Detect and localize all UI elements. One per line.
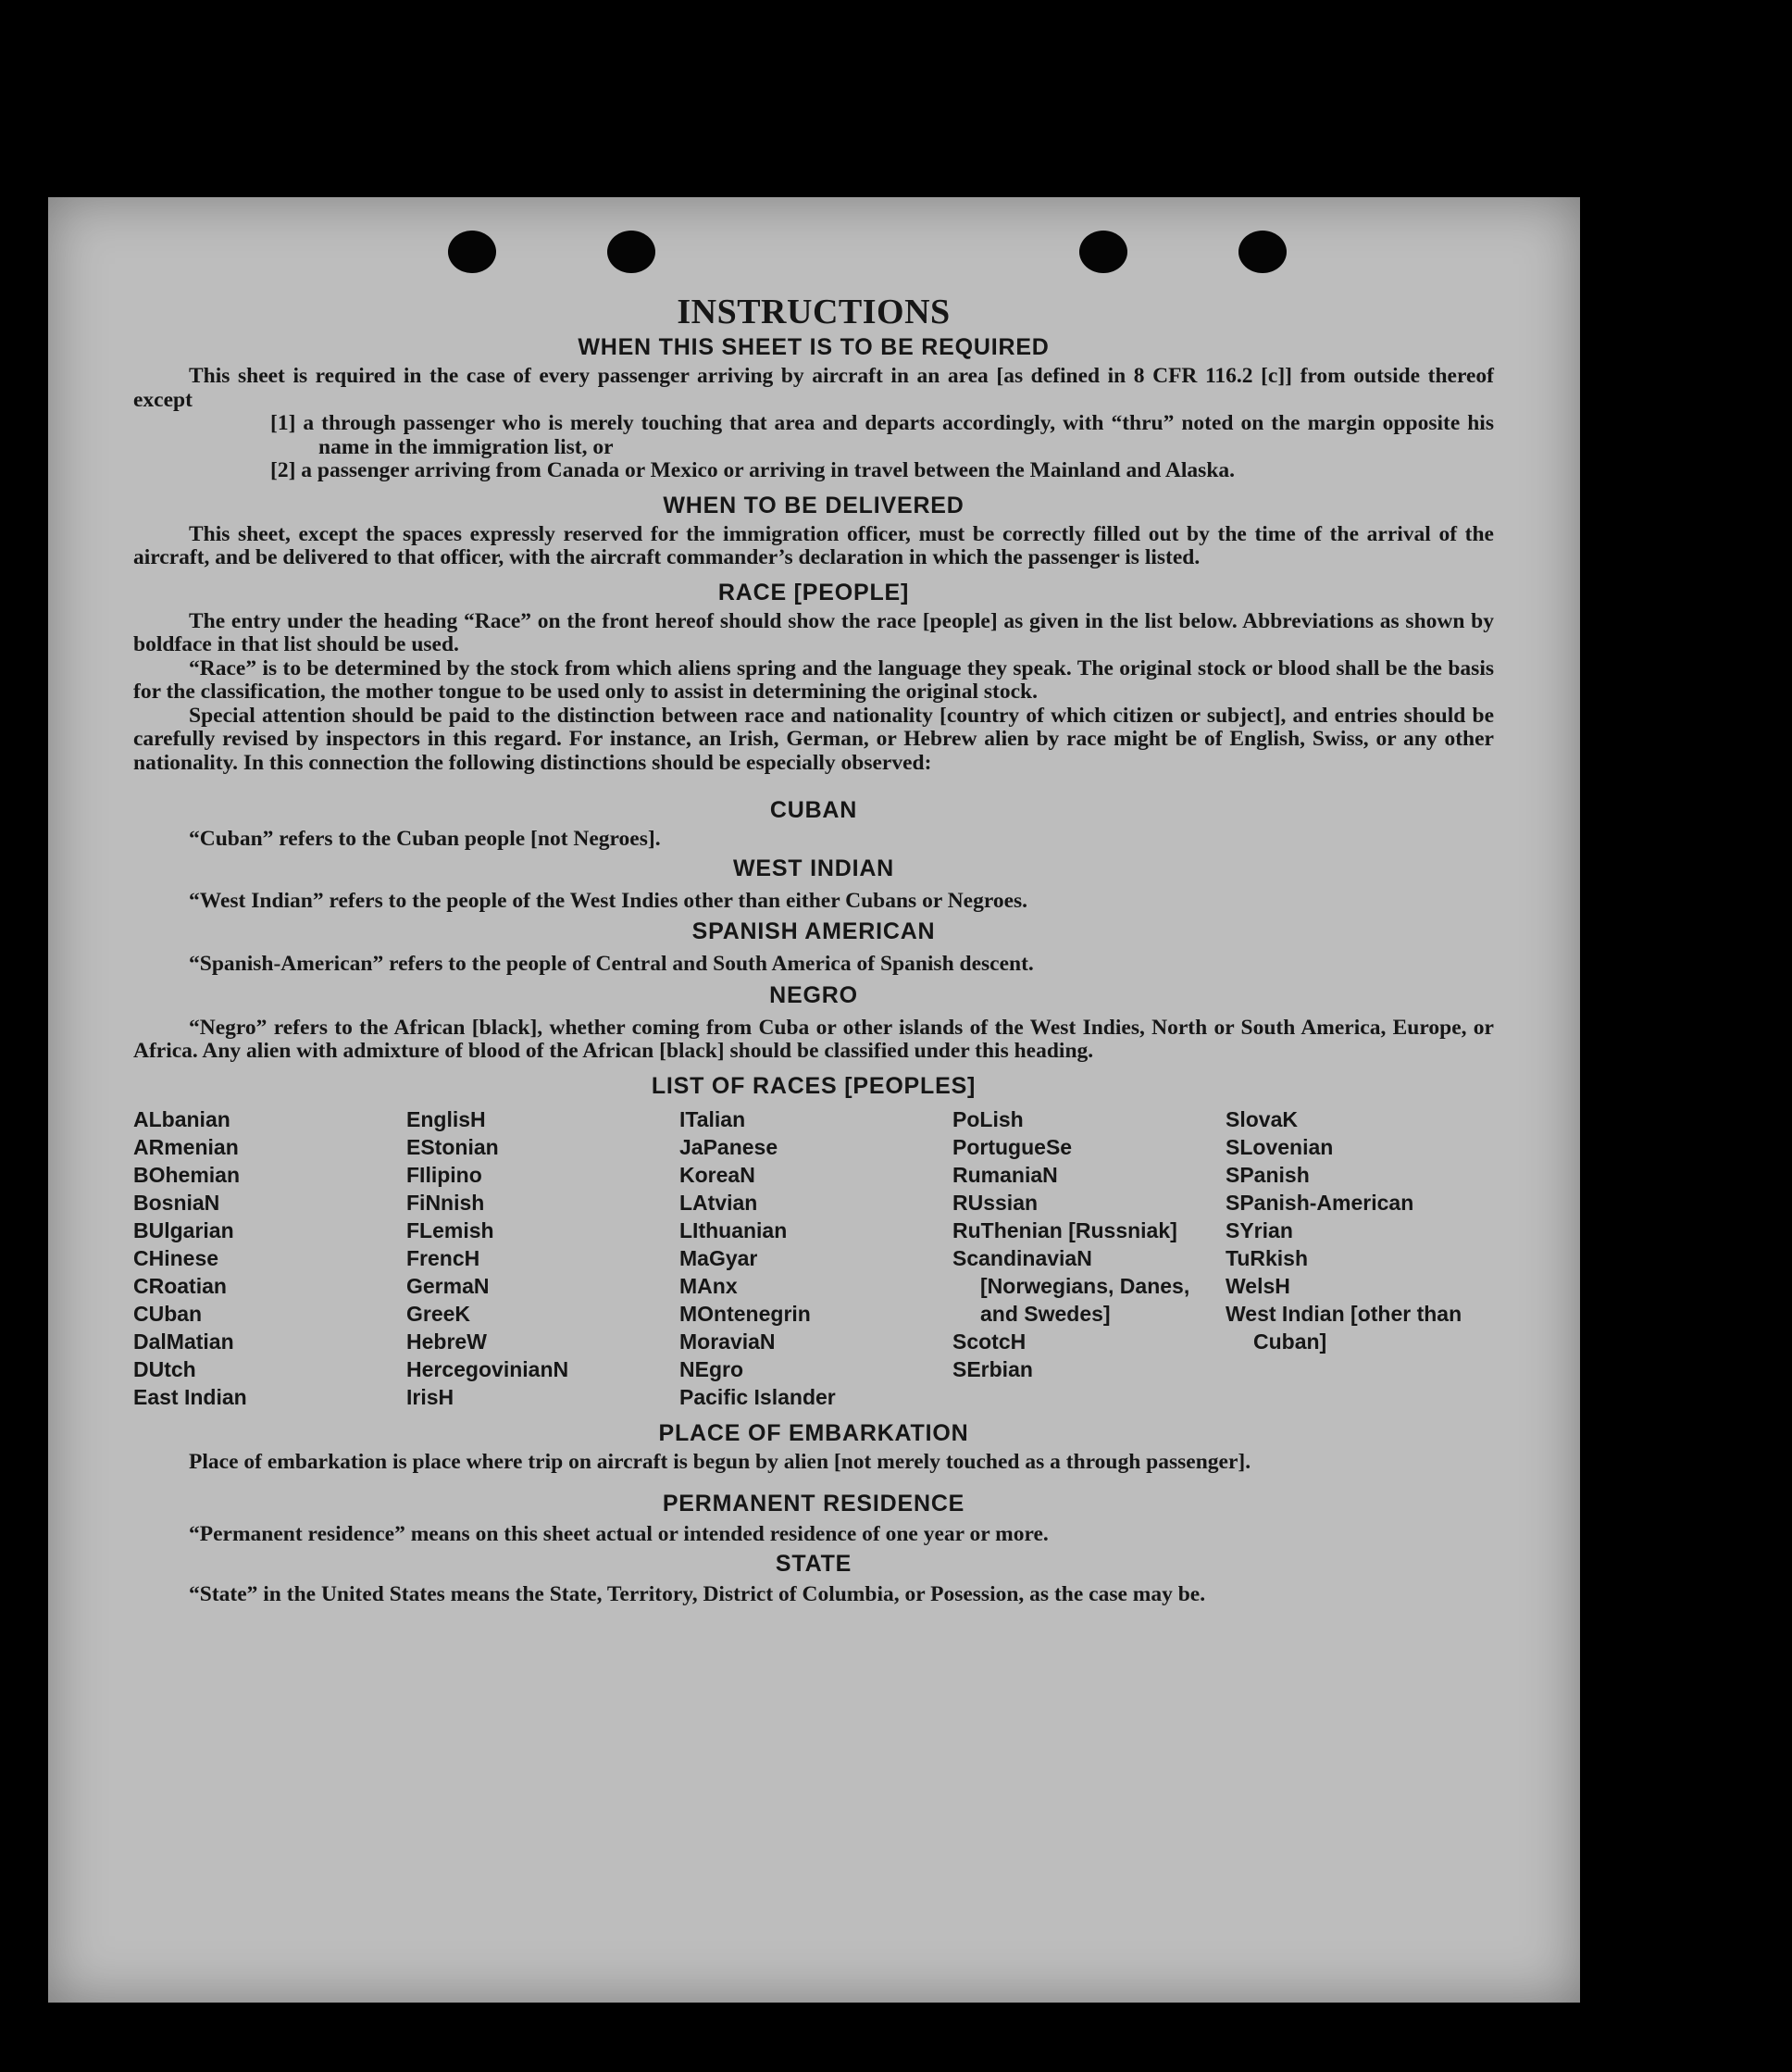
when-delivered-text: This sheet, except the spaces expressly reserved for the immigration officer, must be correctly filled out by the time of the arrival of the aircraft, and be delivered to that officer, with the aircraft commander’s declaration in which the passenger is listed. [133,521,1494,569]
heading-west-indian: WEST INDIAN [732,855,895,881]
race-item: FLemish [406,1217,494,1242]
negro-text: “Negro” refers to the African [black], whether coming from Cuba or other islands of the West Indies, North or South America, Europe, or Africa. Any alien with admixture of blood of the African [black] should be classified under this heading. [133,1015,1494,1063]
heading-cuban: CUBAN [769,797,858,823]
race-item: BosniaN [133,1190,220,1215]
race-item: PortugueSe [952,1134,1073,1159]
race-item: ScotcH [952,1329,1027,1354]
race-item: MaGyar [679,1245,758,1270]
race-item: DalMatian [133,1329,234,1354]
cuban-text: “Cuban” refers to the Cuban people [not Negroes]. [189,827,661,851]
permanent-residence-text: “Permanent residence” means on this sheet actual or intended residence of one year or more. [189,1522,1049,1546]
punch-hole [448,231,496,273]
heading-when-required: WHEN THIS SHEET IS TO BE REQUIRED [578,334,1050,360]
race-item: SPanish [1226,1162,1310,1187]
race-item: WelsH [1226,1273,1290,1298]
race-item: SlovaK [1226,1106,1298,1131]
heading-state: STATE [775,1550,852,1577]
embarkation-text: Place of embarkation is place where trip on aircraft is begun by alien [not merely touched as a through passenger]. [189,1449,1251,1474]
race-item: GermaN [406,1273,490,1298]
race-item: ITalian [679,1106,746,1131]
race-item: NEgro [679,1356,743,1381]
race-item: MoraviaN [679,1329,776,1354]
race-item: BOhemian [133,1162,241,1187]
race-item: LIthuanian [679,1217,788,1242]
race-item: SErbian [952,1356,1033,1381]
heading-list-of-races: LIST OF RACES [PEOPLES] [651,1072,977,1099]
heading-spanish-american: SPANISH AMERICAN [691,918,936,944]
race-item: MAnx [679,1273,738,1298]
races-column-3 [679,1105,939,1411]
when-required-item-1: [1] a through passenger who is merely touching that area and departs accordingly, with “thru” noted on the margin opposite his name in the immigration list, or [270,411,1494,459]
west-indian-text: “West Indian” refers to the people of the West Indies other than either Cubans or Negroes. [189,888,1028,913]
race-item: JaPanese [679,1134,778,1159]
heading-race: RACE [PEOPLE] [717,579,910,605]
race-item: EnglisH [406,1106,486,1131]
race-item: RuThenian [Russniak] [952,1217,1177,1242]
race-item: PoLish [952,1106,1024,1131]
races-column-5 [1226,1105,1485,1411]
race-paragraph-1: The entry under the heading “Race” on the front hereof should show the race [people] as given in the list below. Abbreviations as shown by boldface in that list should be used. [133,608,1494,656]
race-item: TuRkish [1226,1245,1309,1270]
race-item: FrencH [406,1245,480,1270]
races-list [133,1105,1494,1411]
race-paragraph-3: Special attention should be paid to the distinction between race and nationality [country of which citizen or subject], and entries should be carefully revised by inspectors in this regard. For instance, an Irish, German, or Hebrew alien by race might be of English, Swiss, or any other nationality. In this connection the following distinctions should be especially observed: [133,703,1494,775]
race-item: ARmenian [133,1134,239,1159]
race-item: Pacific Islander [679,1384,836,1409]
heading-permanent-residence: PERMANENT RESIDENCE [662,1491,965,1517]
heading-negro: NEGRO [769,981,858,1008]
when-required-item-2: [2] a passenger arriving from Canada or Mexico or arriving in travel between the Mainland and Alaska. [270,458,1236,482]
race-item: LAtvian [679,1190,758,1215]
race-item: ALbanian [133,1106,230,1131]
race-item: CUban [133,1301,203,1326]
race-item: RumaniaN [952,1162,1058,1187]
page-title: INSTRUCTIONS [677,293,951,331]
heading-place-of-embarkation: PLACE OF EMBARKATION [658,1419,969,1446]
race-paragraph-2: “Race” is to be determined by the stock from which aliens spring and the language they speak. The original stock or blood shall be the basis for the classification, the mother tongue to be used only to assist in determining the original stock. [133,655,1494,704]
race-item: FIlipino [406,1162,482,1187]
race-item: FiNnish [406,1190,485,1215]
race-item: KoreaN [679,1162,755,1187]
race-item: RUssian [952,1190,1039,1215]
spanish-american-text: “Spanish-American” refers to the people of Central and South America of Spanish descent. [189,952,1034,976]
punch-hole [1079,231,1127,273]
heading-when-delivered: WHEN TO BE DELIVERED [663,492,964,518]
race-item: BUlgarian [133,1217,234,1242]
instructions-body [133,292,1494,1606]
race-item: DUtch [133,1356,196,1381]
punch-hole [607,231,655,273]
races-column-2 [406,1105,666,1411]
race-item: HercegovinianN [406,1356,569,1381]
race-item: SPanish-American [1226,1190,1414,1215]
race-item: MOntenegrin [679,1301,811,1326]
punch-hole [1238,231,1287,273]
race-item: GreeK [406,1301,471,1326]
race-item: CRoatian [133,1273,227,1298]
race-item: SYrian [1226,1217,1293,1242]
state-text: “State” in the United States means the State, Territory, District of Columbia, or Posession, as the case may be. [189,1581,1206,1606]
race-item: HebreW [406,1329,487,1354]
race-item: East Indian [133,1384,247,1409]
races-column-4 [952,1105,1212,1411]
race-item: EStonian [406,1134,499,1159]
race-item: IrisH [406,1384,454,1409]
races-column-1 [133,1105,392,1411]
when-required-intro: This sheet is required in the case of every passenger arriving by aircraft in an area [as defined in 8 CFR 116.2 [c]] from outside thereof except [133,364,1494,412]
race-item: ScandinaviaN [Norwegians, Danes, and Swedes] [952,1245,1190,1326]
race-item: SLovenian [1226,1134,1334,1159]
document-sheet [48,197,1580,2003]
race-item: CHinese [133,1245,219,1270]
race-item: West Indian [other than Cuban] [1226,1301,1462,1354]
